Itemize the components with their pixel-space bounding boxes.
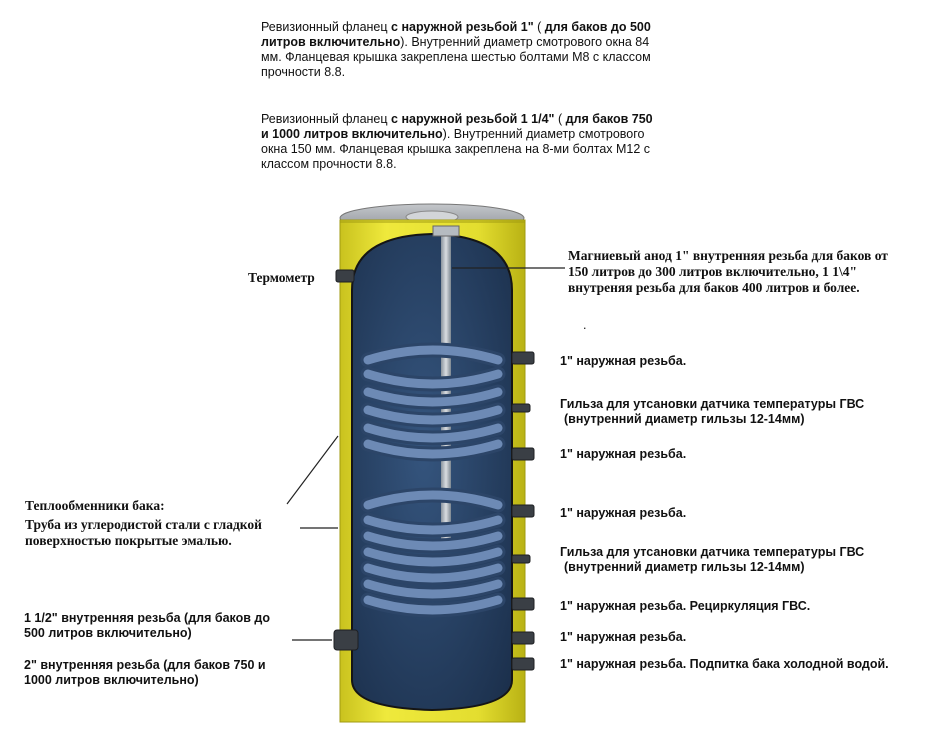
flange-note-1: Ревизионный фланец с наружной резьбой 1" ( для баков до 500 литров включительно). Внутренний диаметр смотрового окна 84 мм. Фланцевая крышка закреплена шестью болтами М8 с классом прочности 8.8. [261,20,651,79]
thermometer-label: Термометр [248,270,315,285]
port-cold-water [512,658,534,670]
outlet-label-small-tanks: 1 1/2" внутренняя резьба (для баков до 500 литров включительно) [24,611,270,640]
anode-fitting [433,226,459,236]
port-label-3: 1" наружная резьба. [560,506,687,520]
port-label-5: 1" наружная резьба. [560,630,687,644]
sensor-sleeve-upper [512,404,530,412]
flange-note-2: Ревизионный фланец с наружной резьбой 1 1/4" ( для баков 750 и 1000 литров включительно). Внутренний диаметр смотрового окна 150 мм. Фланцевая крышка закреплена на 8-ми болтах М12 с классом прочности 8.8. [261,112,653,171]
tank-inner [352,234,512,710]
drain-outlet-port [334,630,358,650]
port-label-2: 1" наружная резьба. [560,447,687,461]
port-label-1: 1" наружная резьба. [560,354,687,368]
outlet-label-large-tanks: 2" внутренняя резьба (для баков 750 и 1000 литров включительно) [24,658,266,687]
port-lower-coil-outlet [512,632,534,644]
port-upper-coil-inlet [512,352,534,364]
port-lower-coil-inlet [512,505,534,517]
sleeve-label-upper: Гильза для утсановки датчика температуры ГВС (внутренний диаметр гильзы 12-14мм) [560,397,865,426]
heat-exchanger-label: Теплообменники бака: Труба из углеродистой стали с гладкой поверхностью покрытые эмалью. [25,498,262,548]
anode-label: Магниевый анод 1" внутренняя резьба для баков от 150 литров до 300 литров включительно, 1 1\4" внутреняя резьба для баков 400 литров и более. [568,248,888,295]
stray-dot: . [583,318,587,332]
port-recirculation [512,598,534,610]
port-label-4: 1" наружная резьба. Рециркуляция ГВС. [560,599,811,613]
sleeve-label-lower: Гильза для утсановки датчика температуры ГВС (внутренний диаметр гильзы 12-14мм) [560,545,865,574]
port-label-6: 1" наружная резьба. Подпитка бака холодной водой. [560,657,889,671]
port-upper-coil-outlet [512,448,534,460]
thermometer-port [336,270,354,282]
sensor-sleeve-lower [512,555,530,563]
